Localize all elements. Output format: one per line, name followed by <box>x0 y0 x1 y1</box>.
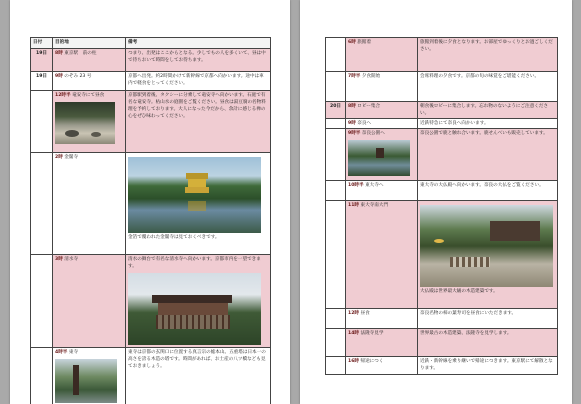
photo-toji-pagoda <box>55 359 117 403</box>
row-place-text: 帰途につく <box>360 359 384 364</box>
row-place-text: 昼食 <box>360 311 370 316</box>
row-place-text: 夕食開始 <box>361 74 381 79</box>
row-date <box>326 181 346 201</box>
row-place-text: 竜安寺にて昼食 <box>72 93 105 98</box>
row-time: 12時 <box>348 311 359 316</box>
row-time: 12時半 <box>55 93 71 98</box>
itinerary-table-right <box>325 37 558 375</box>
row-place <box>53 153 126 255</box>
row-time: 11時 <box>348 203 359 208</box>
row-place-text: ロビー集合 <box>357 104 381 109</box>
row-memo: 近鉄特急にて奈良へ向かいます。 <box>418 119 558 129</box>
row-memo: 東寺は京都の玄関口に位置する真言宗の総本山。五重塔は日本一の高さを誇る木造の塔です。時間があれば、お土産の八ツ橋なども見ておきましょう。 <box>126 348 271 404</box>
row-time: 7時半 <box>348 74 361 79</box>
row-memo: 朝食後ロビーに集合します。忘れ物のないようにご注意ください。 <box>418 102 558 119</box>
row-memo: 京都へ出発。約2時間かけて新幹線で京都へ向かいます。途中は車内で軽食をとってください。 <box>126 72 271 91</box>
row-memo <box>126 255 271 348</box>
photo-kinkakuji <box>128 157 261 233</box>
table-row <box>326 72 558 102</box>
row-date <box>31 153 53 255</box>
header-date: 日付 <box>31 38 53 49</box>
photo-rock-garden <box>55 102 115 144</box>
document-page-left <box>10 0 290 404</box>
row-memo-text: 清水の舞台で有名な清水寺へ向かいます。京都市内を一望できます。 <box>128 257 261 269</box>
row-place <box>346 181 418 201</box>
row-memo: 世界最古の木造建築、法隆寺を見学します。 <box>418 329 558 357</box>
row-date <box>31 255 53 348</box>
table-row <box>326 201 558 309</box>
row-place <box>53 91 126 153</box>
row-memo: 京都駅到着後、タクシーに分乗して竜安寺へ向かいます。石庭で有名な竜安寺。枯山水の庭園をご覧ください。昼食は湯豆腐の名物料理を予約しております。大人になった今だから、余計に感じる禅の心をぜひ味わってください。 <box>126 91 271 153</box>
row-place <box>346 72 418 102</box>
document-page-right <box>300 0 572 404</box>
row-memo: 旅館到着後に夕食となります。お部屋でゆっくりとお過ごしください。 <box>418 38 558 72</box>
table-row <box>31 91 271 153</box>
row-time: 10時半 <box>348 183 364 188</box>
row-memo <box>418 201 558 309</box>
header-memo: 備考 <box>126 38 271 49</box>
row-time: 14時 <box>348 331 359 336</box>
table-row <box>31 255 271 348</box>
row-date <box>326 38 346 72</box>
table-row <box>326 38 558 72</box>
row-place-text: 東大寺南大門 <box>360 203 389 208</box>
row-memo: 東大寺の大仏殿へ向かいます。奈良の大仏をご覧ください。 <box>418 181 558 201</box>
row-time: 4時半 <box>55 350 68 355</box>
header-place: 目的地 <box>53 38 126 49</box>
itinerary-table-left <box>30 37 271 404</box>
row-place <box>53 72 126 91</box>
row-place-text: 法隆寺見学 <box>360 331 384 336</box>
photo-nara-park <box>348 140 410 176</box>
row-date <box>326 129 346 181</box>
photo-caption: 金箔で覆われた金閣寺は見ておくべきです。 <box>128 235 220 240</box>
row-place-text: 奈良公園へ <box>361 131 385 136</box>
row-date <box>326 357 346 375</box>
table-row <box>31 49 271 72</box>
row-place-text: 東大寺へ <box>365 183 384 188</box>
row-time: 8時 <box>55 51 63 56</box>
row-date: 19日 <box>31 49 53 72</box>
photo-caption: 大仏殿は世界最大級の木造建築です。 <box>420 289 498 294</box>
row-place-text: 旅館着 <box>357 40 372 45</box>
row-place <box>346 38 418 72</box>
row-time: 9時 <box>55 74 63 79</box>
row-date <box>326 329 346 357</box>
row-place <box>346 201 418 309</box>
row-place <box>53 49 126 72</box>
row-date <box>326 201 346 309</box>
row-place <box>346 309 418 329</box>
row-date: 20日 <box>326 102 346 119</box>
table-header-row <box>31 38 271 49</box>
table-row <box>326 119 558 129</box>
row-time: 16時 <box>348 359 359 364</box>
row-date <box>31 348 53 404</box>
row-memo: 奈良名物の柿の葉寿司を昼食にいただきます。 <box>418 309 558 329</box>
row-place-text: 東京駅 前の柱 <box>64 51 97 56</box>
row-place-text: のぞみ 23 号 <box>64 74 92 79</box>
table-row <box>326 309 558 329</box>
table-row <box>326 329 558 357</box>
table-row <box>326 357 558 375</box>
row-date <box>326 72 346 102</box>
row-date <box>31 91 53 153</box>
table-row <box>31 348 271 404</box>
row-time: 3時 <box>55 257 63 262</box>
row-date <box>326 309 346 329</box>
row-time: 2時 <box>55 155 63 160</box>
row-time: 8時 <box>348 104 356 109</box>
row-place <box>53 348 126 404</box>
row-place-text: 清水寺 <box>64 257 79 262</box>
row-memo: 会席料理の夕食です。京都の旬の味覚をご堪能ください。 <box>418 72 558 102</box>
row-date: 19日 <box>31 72 53 91</box>
row-memo: 奈良公園で鹿と触れ合います。鹿せんべいも販売しています。 <box>418 129 558 181</box>
row-place-text: 東寺 <box>68 350 79 355</box>
row-memo: 近鉄・新幹線を乗り継いで帰途につきます。東京駅にて解散となります。 <box>418 357 558 375</box>
row-place <box>346 129 418 181</box>
row-place <box>53 255 126 348</box>
row-place <box>346 102 418 119</box>
table-row <box>326 181 558 201</box>
row-time: 9時半 <box>348 131 361 136</box>
table-row <box>31 153 271 255</box>
table-row <box>326 102 558 119</box>
row-time: 6時 <box>348 40 356 45</box>
row-time: 9時 <box>348 121 356 126</box>
table-row <box>326 129 558 181</box>
photo-todaiji <box>420 205 553 287</box>
photo-kiyomizudera <box>128 273 261 345</box>
row-memo: つまり、出発はここからとなる。少しでもの人を多くいて、昼は中で待ちおいて時間をしてお待ちます。 <box>126 49 271 72</box>
row-place <box>346 329 418 357</box>
row-date <box>326 119 346 129</box>
row-place <box>346 119 418 129</box>
row-place-text: 金閣寺 <box>64 155 79 160</box>
table-row <box>31 72 271 91</box>
row-place-text: 奈良へ <box>357 121 372 126</box>
row-memo <box>126 153 271 255</box>
row-place <box>346 357 418 375</box>
